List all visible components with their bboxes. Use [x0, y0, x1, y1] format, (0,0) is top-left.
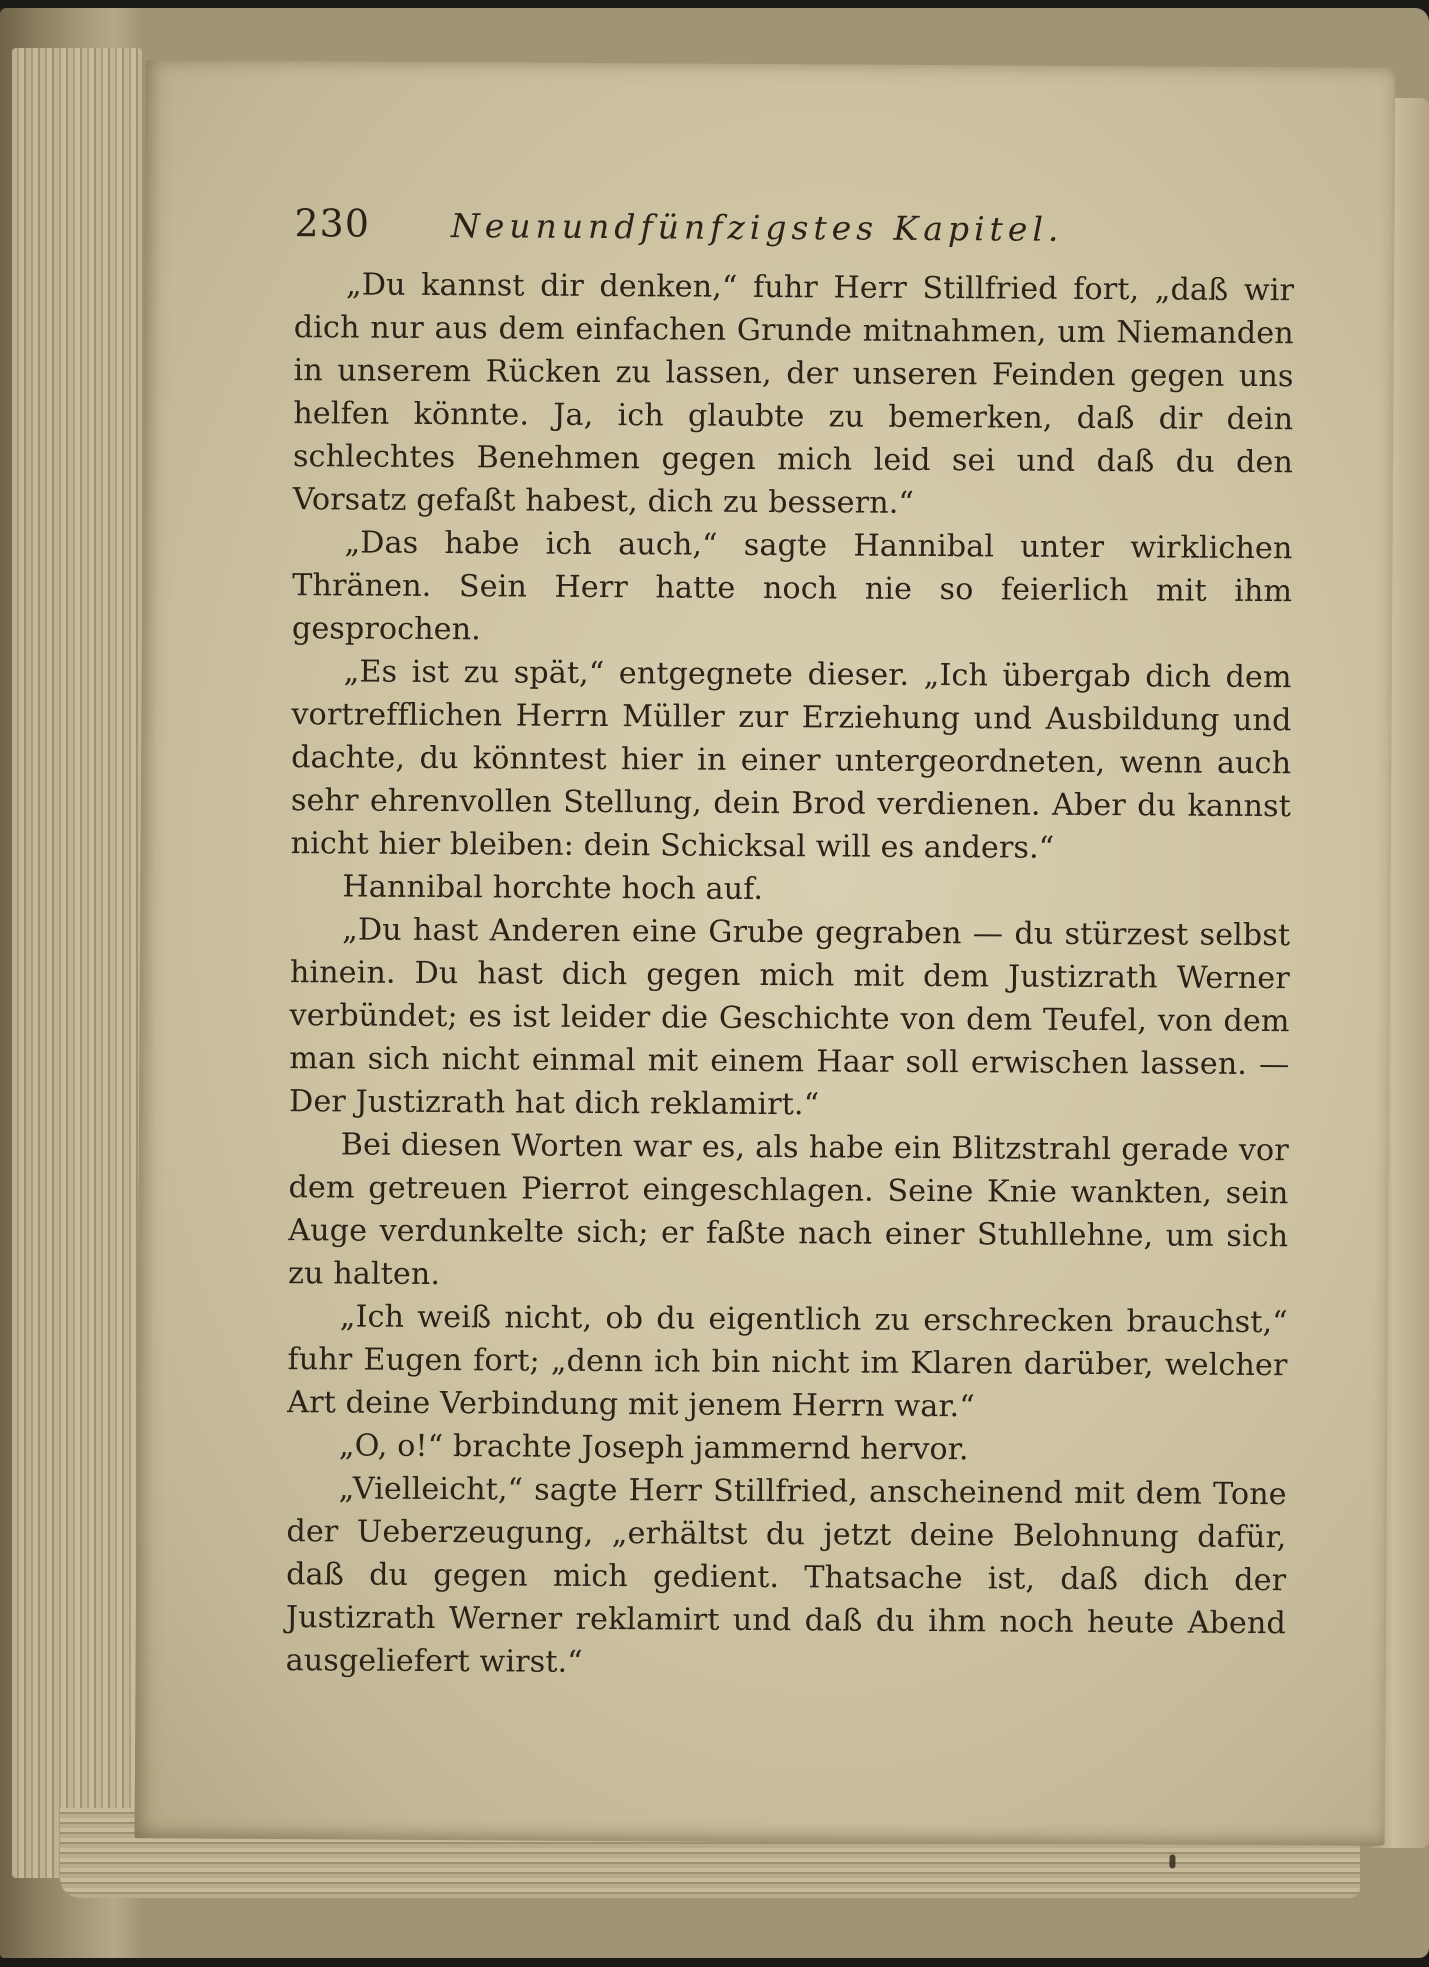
book-page [135, 60, 1396, 1846]
page-number: 230 [294, 201, 371, 246]
paragraph: „Ich weiß nicht, ob du eigentlich zu erschrecken brauchst,“ fuhr Eugen fort; „denn ich bin nicht im Klaren darüber, welcher Art deine Verbindung mit jenem Herrn war.“ [287, 1299, 1288, 1425]
left-page-edges [12, 48, 142, 1878]
ink-spot [1169, 1854, 1175, 1868]
paragraph: „O, o!“ brachte Joseph jammernd hervor. [338, 1428, 969, 1468]
paragraph: „Das habe ich auch,“ sagte Hannibal unter wirklichen Thränen. Sein Herr hatte noch nie so feierlich mit ihm gesprochen. [291, 525, 1293, 648]
paragraph: „Vielleicht,“ sagte Herr Stillfried, anscheinend mit dem Tone der Ueberzeugung, „erhältst du jetzt deine Belohnung dafür, daß du gegen mich gedient. Thatsache ist, daß dich der Justizrath Werner reklamirt und daß du ihm noch heute Abend ausgeliefert wirst.“ [285, 1471, 1287, 1680]
page-content [286, 201, 1295, 1688]
paragraph: „Du kannst dir denken,“ fuhr Herr Stillfried fort, „daß wir dich nur aus dem einfachen Grunde mitnahmen, um Niemanden in unserem Rücken zu lassen, der unseren Feinden gegen uns helfen könnte. Ja, ich glaubte zu bemerken, daß dir dein schlechtes Benehmen gegen mich leid sei und daß du den Vorsatz gefaßt habest, dich zu bessern.“ [292, 267, 1295, 521]
chapter-title: Neunundfünfzigstes Kapitel. [450, 206, 1064, 249]
running-head [294, 201, 1294, 251]
paragraph: „Du hast Anderen eine Grube gegraben — du stürzest selbst hinein. Du hast dich gegen mich mit dem Justizrath Werner verbündet; es ist leider die Geschichte von dem Teufel, von dem man sich nicht einmal mit einem Haar soll erwischen lassen. — Der Justizrath hat dich reklamirt.“ [288, 912, 1291, 1123]
paragraph: „Es ist zu spät,“ entgegnete dieser. „Ich übergab dich dem vortrefflichen Herrn Müller zur Erziehung und Ausbildung und dachte, du könntest hier in einer untergeordneten, wenn auch sehr ehrenvollen Stellung, dein Brod verdienen. Aber du kannst nicht hier bleiben: dein Schicksal will es anders.“ [290, 654, 1292, 866]
paragraph: Bei diesen Worten war es, als habe ein Blitzstrahl gerade vor dem getreuen Pierrot eingeschlagen. Seine Knie wankten, sein Auge verdunkelte sich; er faßte nach einer Stuhllehne, um sich zu halten. [287, 1127, 1289, 1293]
paragraph: Hannibal horchte hoch auf. [342, 869, 764, 907]
